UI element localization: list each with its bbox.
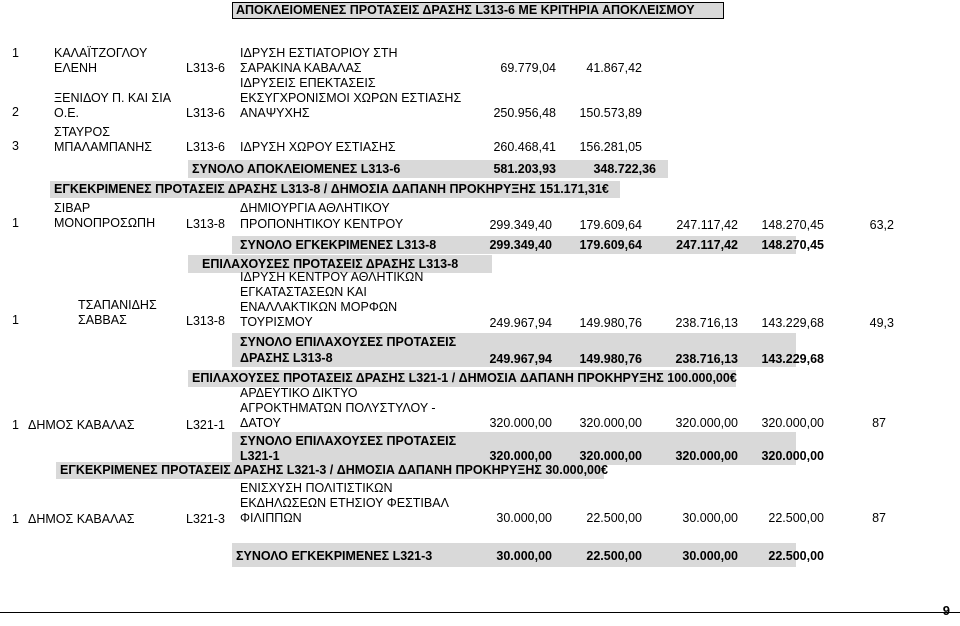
beneficiary-line: ΣΤΑΥΡΟΣ <box>54 125 110 139</box>
subtotal-amount: 149.980,76 <box>579 352 642 366</box>
amount-cell: 179.609,64 <box>579 218 642 232</box>
amount-cell: 260.468,41 <box>493 140 556 154</box>
project-line: ΕΝΑΛΛΑΚΤΙΚΩΝ ΜΟΡΦΩΝ <box>240 300 398 314</box>
subtotal-label: ΣΥΝΟΛΟ ΕΓΚΕΚΡΙΜΕΝΕΣ L321-3 <box>236 549 433 563</box>
score-cell: 87 <box>872 416 886 430</box>
action-code: L313-8 <box>186 314 225 328</box>
beneficiary-line: Ο.Ε. <box>54 106 80 120</box>
subtotal-label: ΣΥΝΟΛΟ ΕΠΙΛΑΧΟΥΣΕΣ ΠΡΟΤΑΣΕΙΣ <box>240 335 457 349</box>
beneficiary-line: ΤΣΑΠΑΝΙΔΗΣ <box>78 298 157 312</box>
beneficiary-line: ΣΑΒΒΑΣ <box>78 313 127 327</box>
grid-line <box>232 18 724 19</box>
table-title: ΑΠΟΚΛΕΙΟΜΕΝΕΣ ΠΡΟΤΑΣΕΙΣ ΔΡΑΣΗΣ L313-6 ΜΕ ΚΡΙΤΗΡΙΑ ΑΠΟΚΛΕΙΣΜΟΥ <box>236 3 695 17</box>
beneficiary-line: ΚΑΛΑΪΤΖΟΓΛΟΥ <box>54 46 148 60</box>
amount-cell: 249.967,94 <box>489 316 552 330</box>
subtotal-amount: 320.000,00 <box>579 449 642 463</box>
section-heading: ΕΓΚΕΚΡΙΜΕΝΕΣ ΠΡΟΤΑΣΕΙΣ ΔΡΑΣΗΣ L313-8 / ΔΗΜΟΣΙΑ ΔΑΠΑΝΗ ΠΡΟΚΗΡΥΞΗΣ 151.171,31€ <box>54 182 609 196</box>
subtotal-amount: 30.000,00 <box>682 549 738 563</box>
subtotal-amount: 148.270,45 <box>761 238 824 252</box>
project-line: ΠΡΟΠΟΝΗΤΙΚΟΥ ΚΕΝΤΡΟΥ <box>240 217 404 231</box>
subtotal-amount: 143.229,68 <box>761 352 824 366</box>
subtotal-amount: 238.716,13 <box>675 352 738 366</box>
project-line: ΑΝΑΨΥΧΗΣ <box>240 106 310 120</box>
amount-cell: 320.000,00 <box>489 416 552 430</box>
subtotal-label: ΔΡΑΣΗΣ L313-8 <box>240 351 333 365</box>
project-line: ΑΡΔΕΥΤΙΚΟ ΔΙΚΤΥΟ <box>240 386 358 400</box>
action-code: L313-6 <box>186 106 225 120</box>
beneficiary-line: ΔΗΜΟΣ ΚΑΒΑΛΑΣ <box>28 418 135 432</box>
score-cell: 63,2 <box>869 218 894 232</box>
project-line: ΙΔΡΥΣΗ ΕΣΤΙΑΤΟΡΙΟΥ ΣΤΗ <box>240 46 398 60</box>
amount-cell: 30.000,00 <box>496 511 552 525</box>
project-line: ΙΔΡΥΣΗ ΧΩΡΟΥ ΕΣΤΙΑΣΗΣ <box>240 140 396 154</box>
project-line: ΤΟΥΡΙΣΜΟΥ <box>240 315 313 329</box>
amount-cell: 149.980,76 <box>579 316 642 330</box>
amount-cell: 250.956,48 <box>493 106 556 120</box>
subtotal-amount: 299.349,40 <box>489 238 552 252</box>
project-line: ΕΝΙΣΧΥΣΗ ΠΟΛΙΤΙΣΤΙΚΩΝ <box>240 481 393 495</box>
action-code: L321-3 <box>186 512 225 526</box>
subtotal-amount: 320.000,00 <box>675 449 738 463</box>
amount-cell: 22.500,00 <box>586 511 642 525</box>
action-code: L321-1 <box>186 418 225 432</box>
amount-cell: 30.000,00 <box>682 511 738 525</box>
page-rule <box>0 612 960 613</box>
amount-cell: 299.349,40 <box>489 218 552 232</box>
section-heading: ΕΠΙΛΑΧΟΥΣΕΣ ΠΡΟΤΑΣΕΙΣ ΔΡΑΣΗΣ L321-1 / ΔΗΜΟΣΙΑ ΔΑΠΑΝΗ ΠΡΟΚΗΡΥΞΗΣ 100.000,00€ <box>192 371 737 385</box>
row-number: 1 <box>12 418 19 432</box>
action-code: L313-6 <box>186 140 225 154</box>
amount-cell: 41.867,42 <box>586 61 642 75</box>
subtotal-amount: 179.609,64 <box>579 238 642 252</box>
score-cell: 49,3 <box>869 316 894 330</box>
beneficiary-line: ΜΠΑΛΑΜΠΑΝΗΣ <box>54 140 153 154</box>
project-line: ΙΔΡΥΣΕΙΣ ΕΠΕΚΤΑΣΕΙΣ <box>240 76 376 90</box>
amount-cell: 320.000,00 <box>675 416 738 430</box>
amount-cell: 247.117,42 <box>676 218 738 232</box>
subtotal-label: L321-1 <box>240 449 280 463</box>
amount-cell: 320.000,00 <box>761 416 824 430</box>
project-line: ΑΓΡΟΚΤΗΜΑΤΩΝ ΠΟΛΥΣΤΥΛΟΥ - <box>240 401 436 415</box>
page-number: 9 <box>942 603 950 618</box>
section-heading: ΕΓΚΕΚΡΙΜΕΝΕΣ ΠΡΟΤΑΣΕΙΣ ΔΡΑΣΗΣ L321-3 / ΔΗΜΟΣΙΑ ΔΑΠΑΝΗ ΠΡΟΚΗΡΥΞΗΣ 30.000,00€ <box>60 463 608 477</box>
amount-cell: 238.716,13 <box>675 316 738 330</box>
section-heading: ΕΠΙΛΑΧΟΥΣΕΣ ΠΡΟΤΑΣΕΙΣ ΔΡΑΣΗΣ L313-8 <box>202 257 459 271</box>
beneficiary-line: ΜΟΝΟΠΡΟΣΩΠΗ <box>54 216 156 230</box>
amount-cell: 320.000,00 <box>579 416 642 430</box>
row-number: 3 <box>12 139 19 153</box>
subtotal-amount: 247.117,42 <box>676 238 738 252</box>
beneficiary-line: ΕΛΕΝΗ <box>54 61 98 75</box>
subtotal-amount: 581.203,93 <box>493 162 556 176</box>
subtotal-amount: 348.722,36 <box>593 162 656 176</box>
row-number: 2 <box>12 105 19 119</box>
project-line: ΦΙΛΙΠΠΩΝ <box>240 511 302 525</box>
amount-cell: 143.229,68 <box>761 316 824 330</box>
subtotal-amount: 320.000,00 <box>489 449 552 463</box>
subtotal-amount: 30.000,00 <box>496 549 552 563</box>
row-number: 1 <box>12 216 19 230</box>
project-line: ΕΚΔΗΛΩΣΕΩΝ ΕΤΗΣΙΟΥ ΦΕΣΤΙΒΑΛ <box>240 496 449 510</box>
subtotal-amount: 320.000,00 <box>761 449 824 463</box>
amount-cell: 156.281,05 <box>579 140 642 154</box>
subtotal-label: ΣΥΝΟΛΟ ΕΠΙΛΑΧΟΥΣΕΣ ΠΡΟΤΑΣΕΙΣ <box>240 434 457 448</box>
action-code: L313-6 <box>186 61 225 75</box>
grid-line <box>723 2 724 18</box>
grid-line <box>232 2 233 18</box>
project-line: ΔΑΤΟΥ <box>240 416 281 430</box>
subtotal-amount: 22.500,00 <box>586 549 642 563</box>
subtotal-amount: 22.500,00 <box>768 549 824 563</box>
project-line: ΔΗΜΙΟΥΡΓΙΑ ΑΘΛΗΤΙΚΟΥ <box>240 201 390 215</box>
amount-cell: 69.779,04 <box>500 61 556 75</box>
project-line: ΙΔΡΥΣΗ ΚΕΝΤΡΟΥ ΑΘΛΗΤΙΚΩΝ <box>240 270 424 284</box>
amount-cell: 22.500,00 <box>768 511 824 525</box>
beneficiary-line: ΔΗΜΟΣ ΚΑΒΑΛΑΣ <box>28 512 135 526</box>
project-line: ΕΓΚΑΤΑΣΤΑΣΕΩΝ ΚΑΙ <box>240 285 367 299</box>
row-number: 1 <box>12 512 19 526</box>
subtotal-label: ΣΥΝΟΛΟ ΕΓΚΕΚΡΙΜΕΝΕΣ L313-8 <box>240 238 437 252</box>
project-line: ΕΚΣΥΓΧΡΟΝΙΣΜΟΙ ΧΩΡΩΝ ΕΣΤΙΑΣΗΣ <box>240 91 462 105</box>
subtotal-amount: 249.967,94 <box>489 352 552 366</box>
beneficiary-line: ΣΙΒΑΡ <box>54 201 91 215</box>
action-code: L313-8 <box>186 217 225 231</box>
row-number: 1 <box>12 313 19 327</box>
subtotal-label: ΣΥΝΟΛΟ ΑΠΟΚΛΕΙΟΜΕΝΕΣ L313-6 <box>192 162 401 176</box>
amount-cell: 150.573,89 <box>579 106 642 120</box>
row-number: 1 <box>12 46 19 60</box>
score-cell: 87 <box>872 511 886 525</box>
project-line: ΣΑΡΑΚΙΝΑ ΚΑΒΑΛΑΣ <box>240 61 362 75</box>
beneficiary-line: ΞΕΝΙΔΟΥ Π. ΚΑΙ ΣΙΑ <box>54 91 172 105</box>
amount-cell: 148.270,45 <box>761 218 824 232</box>
